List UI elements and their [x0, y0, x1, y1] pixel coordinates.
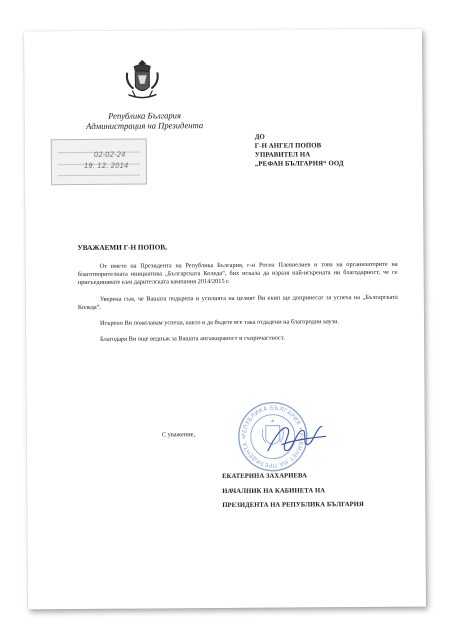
registration-date: 19. 12. 2014 [83, 161, 129, 170]
closing: С уважение, [161, 431, 196, 439]
recipient-line: УПРАВИТЕЛ НА [254, 151, 311, 159]
signatory-name: ЕКАТЕРИНА ЗАХАРИЕВА [222, 472, 307, 481]
signatory-title: ПРЕЗИДЕНТА НА РЕПУБЛИКА БЪЛГАРИЯ [222, 501, 364, 510]
handwritten-signature [262, 414, 332, 464]
registration-stamp [51, 139, 147, 186]
body-paragraph: Уверена съм, че Вашата подкрепа и усилията на целият Ви екип ще допринесат за успеха на „Българската Коледа“. [77, 293, 398, 311]
recipient-line: ДО [254, 133, 265, 141]
registration-number: 02-02-24 [93, 150, 126, 159]
letter-page [24, 29, 426, 610]
seal-text: РЕПУБЛИКА БЪЛГАРИЯ • КАБИНЕТ НА ПРЕЗИДЕНТА • [241, 405, 304, 468]
issuer-office: Администрация на Президента [86, 120, 204, 131]
recipient-line: Г-Н АНГЕЛ ПОПОВ [254, 142, 322, 150]
issuer-country: Република България [108, 110, 182, 121]
recipient-line: „РЕФАН БЪЛГАРИЯ“ ООД [254, 160, 344, 168]
body-paragraph: Искрено Ви пожелавам успехи, както и да бъдете все така отдадени на благородни каузи. [100, 318, 340, 327]
signatory-title: НАЧАЛНИК НА КАБИНЕТА НА [222, 486, 326, 495]
issuer-block [55, 110, 235, 131]
recipient-block [255, 132, 344, 169]
salutation: УВАЖАЕМИ Г-Н ПОПОВ, [77, 243, 167, 253]
letter-body [78, 261, 399, 353]
signatory-block [222, 469, 364, 513]
coat-of-arms-icon [122, 58, 162, 104]
body-paragraph: От името на Президента на Република България, г-н Росен Плевнелиев и това на организаторите на благотворителната инициатива „Българската Коледа“, бих искала да изразя най-искрената ни благодарност, че се присъединявате към дарителската кампания 2014/2015 г. [77, 260, 398, 287]
body-paragraph: Благодаря Ви още веднъж за Вашата ангажираност и съпричастност. [100, 334, 285, 344]
